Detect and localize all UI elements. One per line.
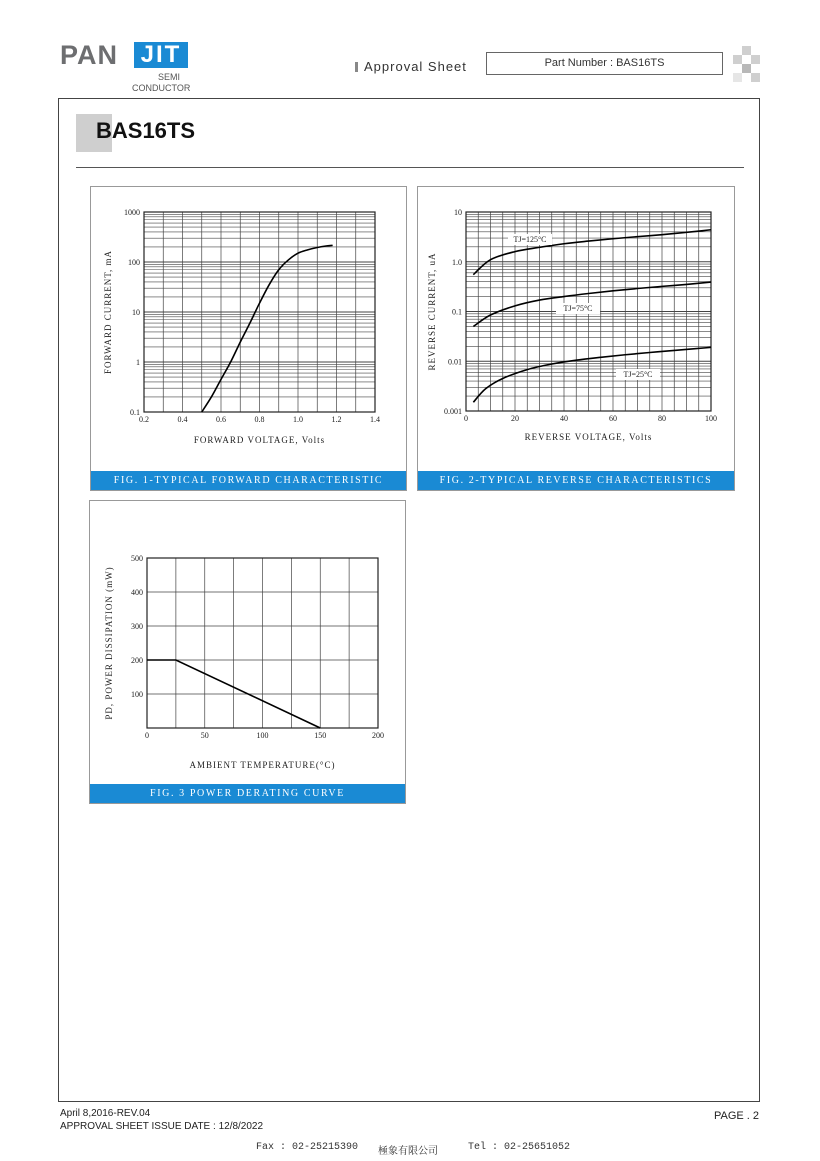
title-divider [76,167,744,168]
x-axis-label: FORWARD VOLTAGE, Volts [193,435,326,445]
x-tick-label: 1.4 [370,415,380,424]
y-tick-label: 0.1 [452,307,462,317]
chart-reverse-characteristics [418,187,734,472]
x-tick-label: 50 [200,731,209,740]
x-tick-label: 40 [560,414,568,423]
figure-3-caption: FIG. 3 POWER DERATING CURVE [90,784,405,803]
x-tick-label: 1.0 [293,415,303,424]
y-tick-label: 200 [131,656,143,665]
chart-power-derating [90,501,405,785]
x-tick-label: 0.2 [139,415,149,424]
revision-date: April 8,2016-REV.04 [60,1108,151,1119]
figure-2 [417,186,735,491]
y-axis-label: PD, POWER DISSIPATION (mW) [104,566,114,720]
x-tick-label: 100 [705,414,717,423]
y-axis-label: FORWARD CURRENT, mA [103,249,113,375]
y-tick-label: 1 [136,358,140,367]
figure-1 [90,186,407,491]
x-tick-label: 0 [145,731,149,740]
x-tick-label: 100 [256,731,269,740]
y-tick-label: 500 [131,554,143,563]
x-tick-label: 0.4 [177,415,188,424]
x-tick-label: 0.6 [216,415,226,424]
chart-forward-characteristic [91,187,406,472]
series-line [202,245,333,412]
logo-semi-text: SEMI [158,72,181,82]
x-tick-label: 1.2 [331,415,342,424]
part-number-box: Part Number : BAS16TS [486,52,723,75]
fax-number: Fax : 02-25215390 [256,1142,359,1153]
x-tick-label: 0 [464,414,468,423]
y-tick-label: 100 [128,258,140,267]
x-tick-label: 20 [511,414,519,423]
x-tick-label: 150 [314,731,327,740]
figure-3 [89,500,406,804]
issue-date: APPROVAL SHEET ISSUE DATE : 12/8/2022 [60,1121,264,1132]
y-tick-label: 10 [454,208,462,217]
series-line [473,347,711,402]
approval-marker [355,62,358,72]
y-tick-label: 0.1 [130,408,140,417]
series-label: TJ=25°C [623,370,653,379]
x-tick-label: 60 [609,414,617,423]
x-axis-label: AMBIENT TEMPERATURE(°C) [189,760,336,770]
y-tick-label: 1000 [124,208,140,217]
y-tick-label: 1.0 [452,257,462,267]
page-number: PAGE . 2 [714,1110,760,1122]
series-label: TJ=75°C [563,304,593,313]
y-tick-label: 0.001 [444,407,462,416]
y-axis-label: REVERSE CURRENT, uA [427,252,437,371]
y-tick-label: 300 [131,622,143,631]
y-tick-label: 100 [131,690,143,699]
x-tick-label: 200 [372,731,384,740]
y-tick-label: 0.01 [448,357,462,367]
page-title: BAS16TS [96,118,196,143]
x-tick-label: 80 [658,414,666,423]
company-name: 極象有限公司 [378,1147,438,1158]
figure-2-caption: FIG. 2-TYPICAL REVERSE CHARACTERISTICS [418,471,734,490]
logo-pan-text: PAN [60,40,119,70]
x-tick-label: 0.8 [254,415,265,424]
y-tick-label: 10 [132,308,140,317]
y-tick-label: 400 [131,588,143,597]
logo-jit-text: JIT [134,42,188,68]
figure-1-caption: FIG. 1-TYPICAL FORWARD CHARACTERISTIC [91,471,406,490]
logo-conductor-text: CONDUCTOR [132,83,191,93]
approval-sheet-label: Approval Sheet [364,59,467,74]
series-label: TJ=125°C [513,235,547,244]
tel-number: Tel : 02-25651052 [468,1142,571,1153]
x-axis-label: REVERSE VOLTAGE, Volts [524,432,653,442]
